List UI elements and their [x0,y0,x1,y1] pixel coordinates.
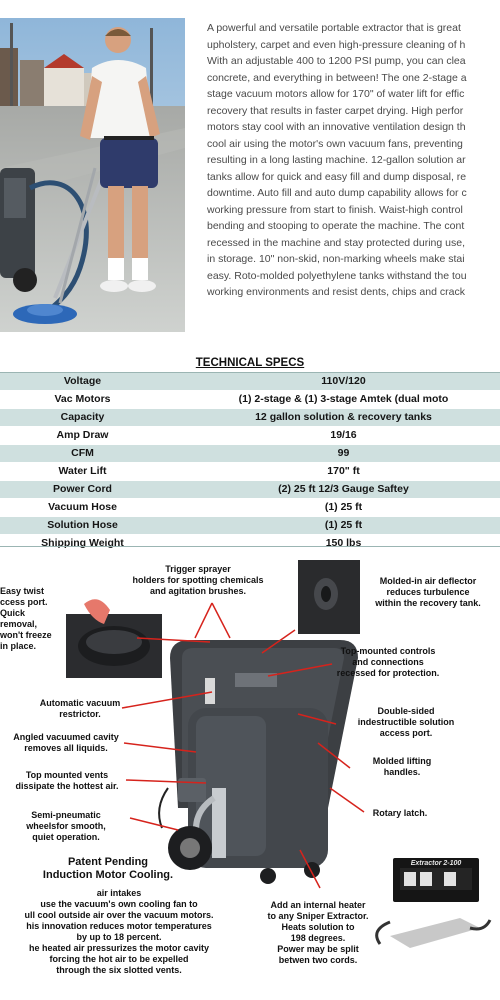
callout-air-deflector: Molded-in air deflector reduces turbulence within the recovery tank. [375,576,481,608]
spec-label: Power Cord [53,483,112,495]
spec-row [0,481,500,499]
callout-angled-cavity: Angled vacuumed cavity removes all liquids. [13,732,119,753]
spec-label: Voltage [63,375,102,387]
spec-row [0,409,500,427]
spec-row [0,463,500,481]
spec-row [0,427,500,445]
callout-lifting-handles: Molded lifting handles. [372,756,432,777]
callout-rotary-latch: Rotary latch. [372,808,428,818]
description-line: cool air using the motor's own vacuum fans, preventing [207,137,463,150]
spec-value: 19/16 [330,429,357,441]
callout-heater: Add an internal heater to any Sniper Extractor. Heats solution to 198 degrees. Power may be split betwen two cords. [267,900,369,965]
description-line: resulting in a long lasting machine. 12-gallon solution ar [207,154,466,166]
callout-induction-title: Patent Pending Induction Motor Cooling. [42,856,174,881]
description-line: downtime. Auto fill and auto dump capability allows for c [207,187,467,199]
product-hero [0,0,500,342]
description-line: A powerful and versatile portable extractor that is great [207,22,461,34]
spec-label: Shipping Weight [41,537,124,549]
callout-wheels: Semi-pneumatic wheelsfor smooth, quiet operation. [26,810,106,842]
air-deflector-inset [298,560,360,634]
description-line: bending and stooping to operate the machine. The cont [207,220,465,232]
spec-label: CFM [71,447,94,459]
heater-brand-label: Extractor 2-100 [410,860,462,867]
description-line: in storage. 10" non-skid, non-marking wheels make stai [207,253,465,265]
description-line: tanks allow for quick and easy fill and dump disposal, re [207,170,467,183]
spec-row [0,499,500,517]
spec-label: Vac Motors [54,393,111,405]
spec-value: 99 [337,447,350,459]
callout-easy-twist-port: Easy twist ccess port. Quick removal, won't freeze in place. [0,586,52,651]
description-line: easy. Roto-molded polyethylene tanks withstand the tou [207,269,467,282]
spec-rows [0,373,500,553]
description-line: recessed in the machine and stay protected during use, [207,236,465,249]
callout-top-controls: Top-mounted controls and connections recessed for protection. [336,646,440,678]
description-line: recovery that results in faster carpet drying. High perfor [207,104,464,117]
spec-label: Capacity [60,411,105,423]
spec-value: 150 lbs [325,537,362,549]
spec-label: Water Lift [58,465,107,477]
callout-induction-body: air intakes use the vacuum's own cooling fan to ull cool outside air over the vacuum motors. his innovation reduces motor temperatures by up to 18 percent. he heated air pressurizes the motor cavity forcing the hot air to be expelled through the six slotted vents. [24,888,214,975]
callout-double-sided-port: Double-sided indestructible solution access port. [357,706,455,738]
callout-trigger-sprayer: Trigger sprayer holders for spotting chemicals and agitation brushes. [132,564,264,596]
spec-row [0,517,500,535]
spec-value: (2) 25 ft 12/3 Gauge Saftey [278,483,409,495]
description-line: concrete, and everything in between! The one 2-stage a [207,71,467,84]
spec-label: Vacuum Hose [48,501,117,513]
product-description [207,20,500,301]
spec-label: Amp Draw [56,429,109,441]
description-line: With an adjustable 400 to 1200 PSI pump, you can clea [207,55,466,67]
heater-inset [377,858,490,948]
description-line: working pressure from start to finish. Waist-high control [207,203,463,216]
spec-value: (1) 25 ft [324,519,363,531]
technical-specs-table [0,352,500,553]
description-line: working environments and resist dents, chips and crack [207,286,465,298]
specs-title: TECHNICAL SPECS [0,352,500,373]
spec-value: 12 gallon solution & recovery tanks [255,411,432,423]
callout-auto-vacuum: Automatic vacuum restrictor. [39,698,121,719]
callout-top-vents: Top mounted vents dissipate the hottest air. [15,770,119,791]
spec-row [0,445,500,463]
description-line: upholstery, carpet and even high-pressure cleaning of h [207,38,466,51]
features-diagram [0,548,500,1000]
spec-value: (1) 2-stage & (1) 3-stage Amtek (dual moto [238,393,449,405]
description-line: stage vacuum motors allow for 170" of water lift for effic [207,88,465,100]
spec-row [0,373,500,391]
description-line: motors stay cool with an innovative ventilation design th [207,121,466,133]
hero-photo-man-cleaning [0,18,185,332]
spec-value: 170" ft [327,465,360,477]
specs-divider [0,546,500,547]
spec-row [0,391,500,409]
spec-value: 110V/120 [321,375,366,387]
spec-value: (1) 25 ft [324,501,363,513]
spec-label: Solution Hose [47,519,118,531]
